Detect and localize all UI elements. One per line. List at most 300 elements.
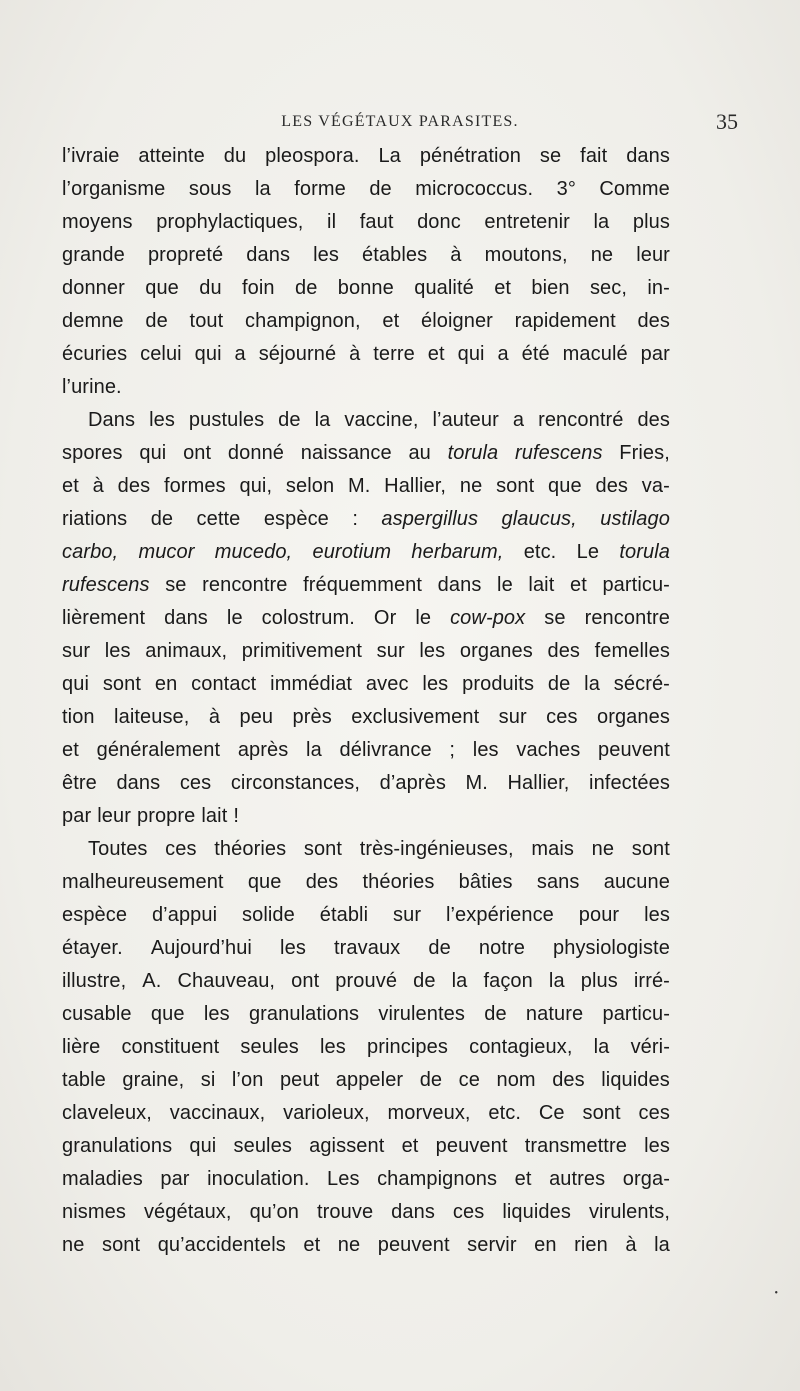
word: sur xyxy=(393,904,422,926)
word: façon xyxy=(483,970,533,992)
word: dans xyxy=(437,574,482,596)
word: seules xyxy=(233,1135,292,1157)
text-line xyxy=(62,1163,670,1196)
word: les xyxy=(472,739,499,761)
word: les xyxy=(644,904,670,926)
word: dans xyxy=(626,145,670,167)
word: de xyxy=(294,277,318,299)
word: atteinte xyxy=(138,145,205,167)
word: granulations xyxy=(248,1003,360,1025)
word: ont xyxy=(183,442,212,464)
word: la xyxy=(254,178,271,200)
word: de xyxy=(150,508,174,530)
word: le xyxy=(415,607,432,629)
word: l’expérience xyxy=(445,904,554,926)
word: a xyxy=(512,409,525,431)
word: va- xyxy=(641,475,670,497)
word: à xyxy=(450,244,462,266)
word: peut xyxy=(279,1069,320,1091)
word: la xyxy=(654,1234,670,1256)
word: torula xyxy=(619,541,670,563)
word: la xyxy=(584,673,600,695)
word: produits xyxy=(462,673,535,695)
word: liquides xyxy=(502,1201,571,1223)
word: l’urine. xyxy=(62,376,122,398)
word: leur xyxy=(97,805,131,827)
text-line xyxy=(62,239,670,272)
word: établi xyxy=(319,904,369,926)
word: fréquemment xyxy=(303,574,423,596)
running-head xyxy=(62,109,738,143)
word: dans xyxy=(391,1201,435,1223)
word: tion xyxy=(62,706,95,728)
word: contagieux, xyxy=(469,1036,573,1058)
word: que xyxy=(150,1003,185,1025)
text-line xyxy=(62,140,670,173)
word: théories xyxy=(214,838,287,860)
word: etc. xyxy=(523,541,557,563)
word: appeler xyxy=(335,1069,404,1091)
word: cette xyxy=(196,508,241,530)
word: etc. xyxy=(488,1102,522,1124)
word: celui xyxy=(140,343,182,365)
word: ; xyxy=(449,739,456,761)
word: inoculation. xyxy=(207,1168,310,1190)
word: donc xyxy=(417,211,461,233)
word: la xyxy=(593,1036,610,1058)
word: dans xyxy=(164,607,208,629)
text-line xyxy=(62,635,670,668)
word: forme xyxy=(294,178,346,200)
word: en xyxy=(534,1234,557,1256)
word: terre xyxy=(373,343,415,365)
word: immédiat xyxy=(270,673,353,695)
text-line xyxy=(62,602,670,635)
word: carbo, xyxy=(62,541,119,563)
word: et xyxy=(62,739,79,761)
word: les xyxy=(313,244,339,266)
word: graine, xyxy=(122,1069,185,1091)
word: Chauveau, xyxy=(177,970,276,992)
word: propre xyxy=(136,805,196,827)
word: champignons xyxy=(377,1168,498,1190)
word: les xyxy=(203,1003,230,1025)
word: de xyxy=(278,409,301,431)
word: cow-pox xyxy=(450,607,526,629)
stray-mark: • xyxy=(774,1288,778,1299)
word: propreté xyxy=(147,244,224,266)
word: trouve xyxy=(316,1201,374,1223)
word: qui xyxy=(62,673,89,695)
word: le xyxy=(497,574,513,596)
word: organes xyxy=(459,640,533,662)
word: pleospora. xyxy=(265,145,360,167)
word: sécré- xyxy=(613,673,670,695)
word: la xyxy=(548,970,565,992)
word: étables xyxy=(362,244,428,266)
word: Le xyxy=(576,541,600,563)
word: virulentes xyxy=(378,1003,465,1025)
word: du xyxy=(199,277,222,299)
word: ustilago xyxy=(600,508,670,530)
word: délivrance xyxy=(339,739,432,761)
word: rufescens xyxy=(62,574,150,596)
text-line xyxy=(62,1130,670,1163)
word: Hallier, xyxy=(384,475,447,497)
text-line xyxy=(62,404,670,437)
text-line xyxy=(62,206,670,239)
word: aspergillus xyxy=(381,508,479,530)
word: espèce xyxy=(62,904,128,926)
word: transmettre xyxy=(524,1135,627,1157)
word: sont xyxy=(303,838,343,860)
word: organes xyxy=(596,706,670,728)
word: au xyxy=(408,442,431,464)
word: d’appui xyxy=(151,904,218,926)
word: bien xyxy=(531,277,570,299)
word: pustules xyxy=(188,409,265,431)
word: ne xyxy=(591,838,615,860)
word: et xyxy=(514,1168,532,1190)
word: maladies xyxy=(62,1168,143,1190)
text-line xyxy=(62,899,670,932)
word: les xyxy=(644,1135,670,1157)
word: lait xyxy=(528,574,555,596)
word: Les xyxy=(327,1168,360,1190)
word: ce xyxy=(458,1069,480,1091)
word: qui xyxy=(139,442,167,464)
word: circonstances, xyxy=(230,772,361,794)
word: sont xyxy=(101,1234,141,1256)
word: de xyxy=(419,1069,443,1091)
word: l’ivraie xyxy=(62,145,120,167)
word: demne xyxy=(62,310,124,332)
text-line xyxy=(62,668,670,701)
text-line xyxy=(62,1064,670,1097)
word: selon xyxy=(285,475,335,497)
word: qui xyxy=(457,343,485,365)
word: l’auteur xyxy=(432,409,499,431)
text-line xyxy=(62,272,670,305)
word: 3° xyxy=(556,178,576,200)
word: il xyxy=(327,211,337,233)
word: de xyxy=(428,937,451,959)
word: moutons, xyxy=(484,244,568,266)
word: liquides xyxy=(601,1069,670,1091)
word: primitivement xyxy=(241,640,363,662)
word: les xyxy=(104,640,131,662)
word: plus xyxy=(632,211,670,233)
word: écuries xyxy=(62,343,128,365)
word: les xyxy=(419,640,446,662)
word: qu’accidentels xyxy=(157,1234,286,1256)
word: lièrement xyxy=(62,607,146,629)
word: solide xyxy=(242,904,295,926)
word: naissance xyxy=(300,442,392,464)
word: les xyxy=(280,937,306,959)
word: claveleux, xyxy=(62,1102,152,1124)
word: l’on xyxy=(231,1069,264,1091)
word: riations xyxy=(62,508,128,530)
word: sont xyxy=(582,1102,621,1124)
word: La xyxy=(378,145,401,167)
word: contact xyxy=(191,673,257,695)
word: des xyxy=(117,475,151,497)
word: fait xyxy=(580,145,608,167)
word: qui, xyxy=(239,475,273,497)
word: séjourné xyxy=(258,343,337,365)
word: eurotium xyxy=(312,541,392,563)
text-line xyxy=(62,932,670,965)
word: glaucus, xyxy=(501,508,577,530)
word: la xyxy=(593,211,610,233)
word: la xyxy=(451,970,468,992)
word: laiteuse, xyxy=(114,706,190,728)
word: sur xyxy=(62,640,91,662)
word: ! xyxy=(233,805,240,827)
word: ne xyxy=(337,1234,361,1256)
word: rapidement xyxy=(514,310,616,332)
word: M. xyxy=(465,772,488,794)
word: pénétration xyxy=(419,145,521,167)
word: table xyxy=(62,1069,106,1091)
word: peuvent xyxy=(598,739,670,761)
word: travaux xyxy=(333,937,401,959)
word: de xyxy=(484,1003,507,1025)
word: bonne xyxy=(337,277,394,299)
word: si xyxy=(200,1069,216,1091)
word: rencontre xyxy=(202,574,288,596)
word: mais xyxy=(531,838,574,860)
word: autres xyxy=(549,1168,606,1190)
body-text xyxy=(62,140,670,1262)
text-line xyxy=(62,338,670,371)
word: l’organisme xyxy=(62,178,166,200)
word: végétaux, xyxy=(143,1201,232,1223)
word: d’après xyxy=(379,772,446,794)
word: servir xyxy=(467,1234,517,1256)
word: des xyxy=(595,475,629,497)
word: pour xyxy=(578,904,620,926)
word: aucune xyxy=(603,871,670,893)
word: vaccinaux, xyxy=(169,1102,266,1124)
word: dans xyxy=(116,772,161,794)
word: de xyxy=(369,178,392,200)
word: des xyxy=(305,871,339,893)
word: les xyxy=(149,409,175,431)
word: donner xyxy=(62,277,125,299)
text-line xyxy=(62,998,670,1031)
word: constituent xyxy=(121,1036,220,1058)
word: ne xyxy=(459,475,483,497)
word: principes xyxy=(367,1036,448,1058)
page-number: 35 xyxy=(716,109,738,134)
word: donné xyxy=(227,442,285,464)
text-line xyxy=(62,503,670,536)
word: que xyxy=(247,871,282,893)
word: maculé xyxy=(562,343,628,365)
word: peu xyxy=(239,706,274,728)
word: particu- xyxy=(602,574,670,596)
word: bâties xyxy=(458,871,513,893)
word: a xyxy=(234,343,246,365)
word: herbarum, xyxy=(411,541,504,563)
word: A. xyxy=(142,970,162,992)
word: morveux, xyxy=(387,1102,471,1124)
word: grande xyxy=(62,244,125,266)
word: et xyxy=(569,574,587,596)
word: avec xyxy=(365,673,409,695)
text-line xyxy=(62,536,670,569)
word: et xyxy=(427,343,445,365)
word: rien xyxy=(574,1234,608,1256)
word: les xyxy=(319,1036,346,1058)
word: moyens xyxy=(62,211,133,233)
word: se xyxy=(165,574,187,596)
text-line xyxy=(62,701,670,734)
text-line xyxy=(62,569,670,602)
word: et xyxy=(401,1135,419,1157)
word: à xyxy=(208,706,221,728)
word: rencontré xyxy=(538,409,624,431)
word: ne xyxy=(62,1234,85,1256)
word: des xyxy=(637,409,670,431)
text-line xyxy=(62,767,670,800)
word: spores xyxy=(62,442,123,464)
word: faut xyxy=(359,211,394,233)
word: sont xyxy=(631,838,670,860)
word: illustre, xyxy=(62,970,127,992)
word: malheureusement xyxy=(62,871,224,893)
word: se xyxy=(539,145,562,167)
word: sous xyxy=(188,178,232,200)
word: la xyxy=(306,739,322,761)
text-line xyxy=(62,305,670,338)
word: ces xyxy=(179,772,212,794)
word: de xyxy=(145,310,168,332)
word: micrococcus. xyxy=(415,178,534,200)
word: prouvé xyxy=(335,970,398,992)
word: le xyxy=(226,607,243,629)
word: se xyxy=(544,607,566,629)
word: sont xyxy=(496,475,535,497)
word: peuvent xyxy=(377,1234,450,1256)
word: plus xyxy=(580,970,618,992)
text-line xyxy=(62,470,670,503)
word: virulents, xyxy=(588,1201,670,1223)
word: qui xyxy=(189,1135,217,1157)
word: véri- xyxy=(630,1036,670,1058)
text-line xyxy=(62,1097,670,1130)
word: exclusivement xyxy=(351,706,480,728)
word: physiologiste xyxy=(553,937,670,959)
word: varioleux, xyxy=(283,1102,370,1124)
word: sec, xyxy=(589,277,628,299)
word: dans xyxy=(246,244,291,266)
word: femelles xyxy=(594,640,670,662)
text-line xyxy=(62,965,670,998)
word: particu- xyxy=(602,1003,670,1025)
word: seules xyxy=(240,1036,299,1058)
word: à xyxy=(625,1234,637,1256)
word: nom xyxy=(496,1069,536,1091)
word: en xyxy=(154,673,178,695)
word: que xyxy=(548,475,582,497)
word: des xyxy=(637,310,670,332)
word: sur xyxy=(498,706,527,728)
word: qu’on xyxy=(249,1201,299,1223)
word: à xyxy=(92,475,104,497)
word: nature xyxy=(525,1003,584,1025)
word: ne xyxy=(590,244,614,266)
text-line xyxy=(62,1229,670,1262)
word: sans xyxy=(536,871,580,893)
word: ces xyxy=(546,706,578,728)
word: formes xyxy=(163,475,226,497)
word: ces xyxy=(165,838,197,860)
word: éloigner xyxy=(420,310,493,332)
word: rencontre xyxy=(584,607,670,629)
word: nismes xyxy=(62,1201,126,1223)
word: leur xyxy=(636,244,670,266)
text-line xyxy=(62,866,670,899)
word: généralement xyxy=(96,739,221,761)
word: cusable xyxy=(62,1003,132,1025)
word: in- xyxy=(647,277,670,299)
word: tout xyxy=(189,310,224,332)
word: vaches xyxy=(516,739,581,761)
word: de xyxy=(413,970,436,992)
word: Comme xyxy=(599,178,670,200)
word: à xyxy=(349,343,361,365)
word: torula xyxy=(447,442,499,464)
word: qui xyxy=(194,343,222,365)
text-line xyxy=(62,1031,670,1064)
word: lière xyxy=(62,1036,101,1058)
word: que xyxy=(145,277,179,299)
word: Aujourd’hui xyxy=(150,937,252,959)
word: notre xyxy=(478,937,525,959)
word: granulations xyxy=(62,1135,173,1157)
word: être xyxy=(62,772,97,794)
word: théories xyxy=(362,871,435,893)
word: infectées xyxy=(589,772,670,794)
word: Ce xyxy=(538,1102,565,1124)
word: vaccine, xyxy=(344,409,419,431)
word: : xyxy=(352,508,358,530)
word: espèce xyxy=(263,508,329,530)
word: été xyxy=(521,343,550,365)
word: par xyxy=(640,343,670,365)
word: et xyxy=(62,475,79,497)
word: les xyxy=(422,673,449,695)
word: très-ingénieuses, xyxy=(359,838,514,860)
word: M. xyxy=(347,475,371,497)
word: Hallier, xyxy=(507,772,570,794)
word: irré- xyxy=(633,970,670,992)
word: par xyxy=(62,805,92,827)
word: lait xyxy=(201,805,228,827)
word: par xyxy=(160,1168,190,1190)
word: colostrum. xyxy=(261,607,355,629)
word: prophylactiques, xyxy=(156,211,304,233)
word: foin xyxy=(242,277,275,299)
word: Dans xyxy=(88,409,136,431)
word: mucor xyxy=(138,541,195,563)
text-line xyxy=(62,734,670,767)
word: du xyxy=(223,145,247,167)
word: après xyxy=(237,739,289,761)
